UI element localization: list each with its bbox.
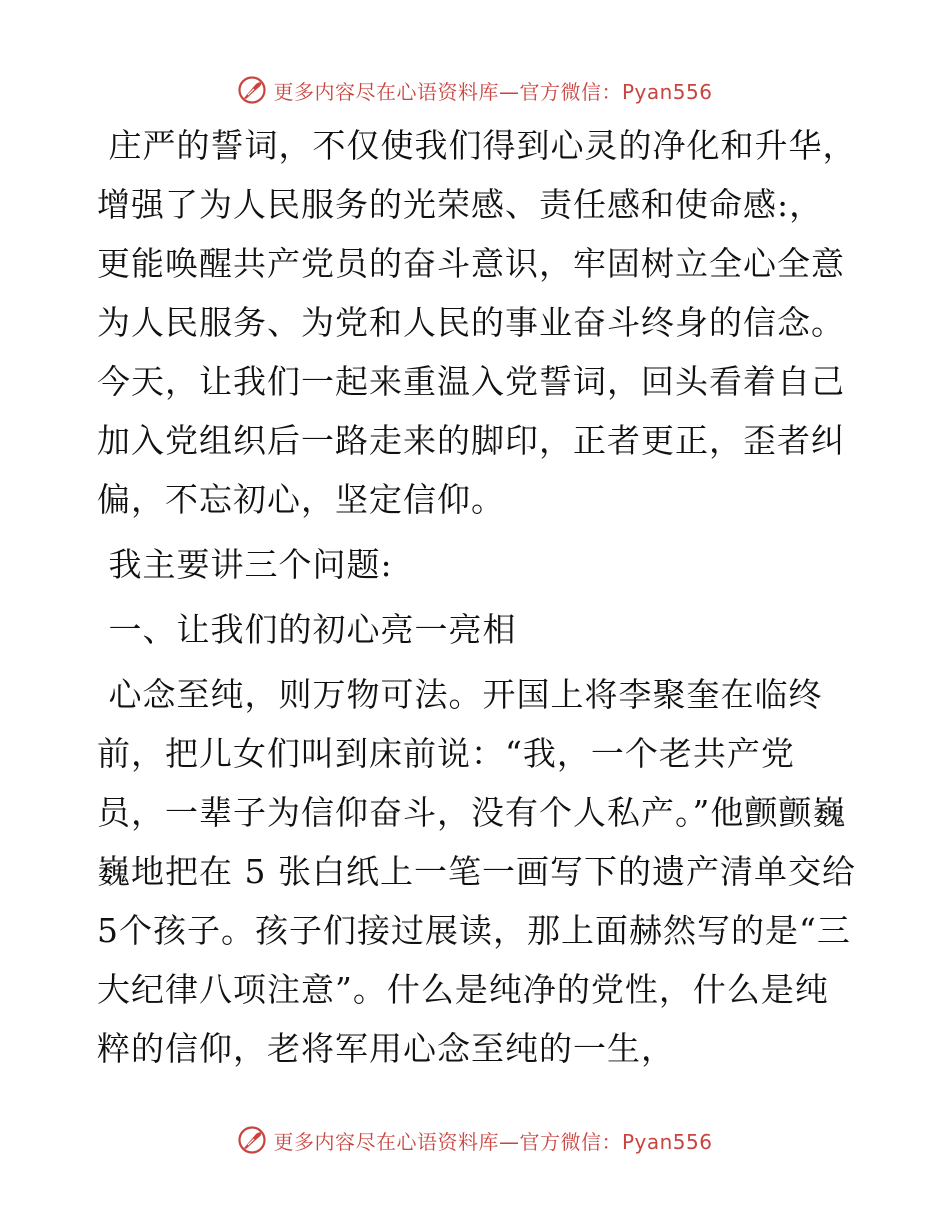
watermark-text: 更多内容尽在心语资料库—官方微信：Pyan556 <box>273 1129 713 1154</box>
paragraph-intro: 庄严的誓词，不仅使我们得到心灵的净化和升华， 增强了为人民服务的光荣感、责任感和使命感:，更能唤醒共产党员的奋斗意识，牢固树立全心全意为人民服务、为党和人民的事业奋斗终身的信念。今天，让我们一起来重温入党誓词，回头看着自己加入党组织后一路走来的脚印，正者更正，歪者纠偏，不忘初心，坚定信仰。 <box>97 126 880 519</box>
quill-pen-circle-icon <box>237 75 267 105</box>
footer-watermark-banner <box>0 1120 950 1160</box>
document-body <box>97 116 880 1078</box>
paragraph-story: 心念至纯，则万物可法。开国上将李聚奎在临终前，把儿女们叫到床前说：“我，一个老共产党员，一辈子为信仰奋斗，没有个人私产。”他颤颤巍巍地把在 5 张白纸上一笔一画写下的遗产清单交给5个孩子。孩子们接过展读，那上面赫然写的是“三大纪律八项注意”。什么是纯净的党性，什么是纯粹的信仰，老将军用心念至纯的一生， <box>97 675 856 1068</box>
header-watermark-banner <box>0 70 950 110</box>
quill-pen-circle-icon <box>237 1125 267 1155</box>
watermark-text: 更多内容尽在心语资料库—官方微信：Pyan556 <box>273 79 713 104</box>
paragraph-outline: 我主要讲三个问题: <box>97 545 393 584</box>
section-heading-1: 一、让我们的初心亮一亮相 <box>97 610 517 649</box>
